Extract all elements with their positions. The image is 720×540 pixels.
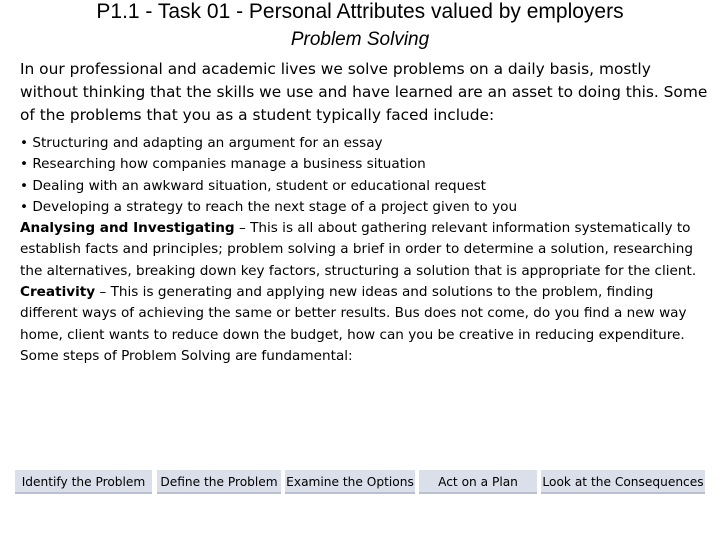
creativity-text: – This is generating and applying new ideas and solutions to the problem, finding different ways of achieving the same or better results. Bus does not come, do you find a new way home, client wants to reduce down the budget, how can you be creative in reducing expenditure.: [20, 284, 687, 343]
steps-intro: Some steps of Problem Solving are fundamental:: [20, 347, 353, 364]
creativity-term: Creativity: [20, 284, 96, 301]
bullet-item: • Dealing with an awkward situation, student or educational request: [20, 177, 486, 194]
analysing-text: – This is all about gathering relevant information systematically to establish facts and principles; problem solving a brief in order to determine a solution, researching the alternatives, breaking down key factors, structuring a solution that is appropriate for the client.: [20, 220, 697, 279]
step-act-on-plan: Act on a Plan: [419, 470, 537, 494]
page-title: P1.1 - Task 01 - Personal Attributes valued by employers: [96, 0, 624, 23]
step-look-at-consequences: Look at the Consequences: [541, 470, 705, 494]
problem-solving-steps: [15, 470, 705, 494]
step-identify-problem: Identify the Problem: [15, 470, 152, 494]
analysing-term: Analysing and Investigating: [20, 220, 235, 237]
intro-paragraph: In our professional and academic lives we solve problems on a daily basis, mostly without thinking that the skills we use and have learned are an asset to doing this. Some of the problems that you as a student typically faced include:: [20, 60, 708, 124]
page-subtitle: Problem Solving: [290, 29, 430, 50]
body-content: [20, 133, 710, 367]
step-examine-options: Examine the Options: [285, 470, 415, 494]
bullet-item: • Developing a strategy to reach the next stage of a project given to you: [20, 198, 518, 215]
analysing-paragraph: [20, 218, 710, 282]
bullet-item: • Researching how companies manage a business situation: [20, 156, 426, 173]
bullet-item: • Structuring and adapting an argument for an essay: [20, 135, 383, 151]
step-define-problem: Define the Problem: [157, 470, 281, 494]
creativity-paragraph: [20, 282, 710, 346]
